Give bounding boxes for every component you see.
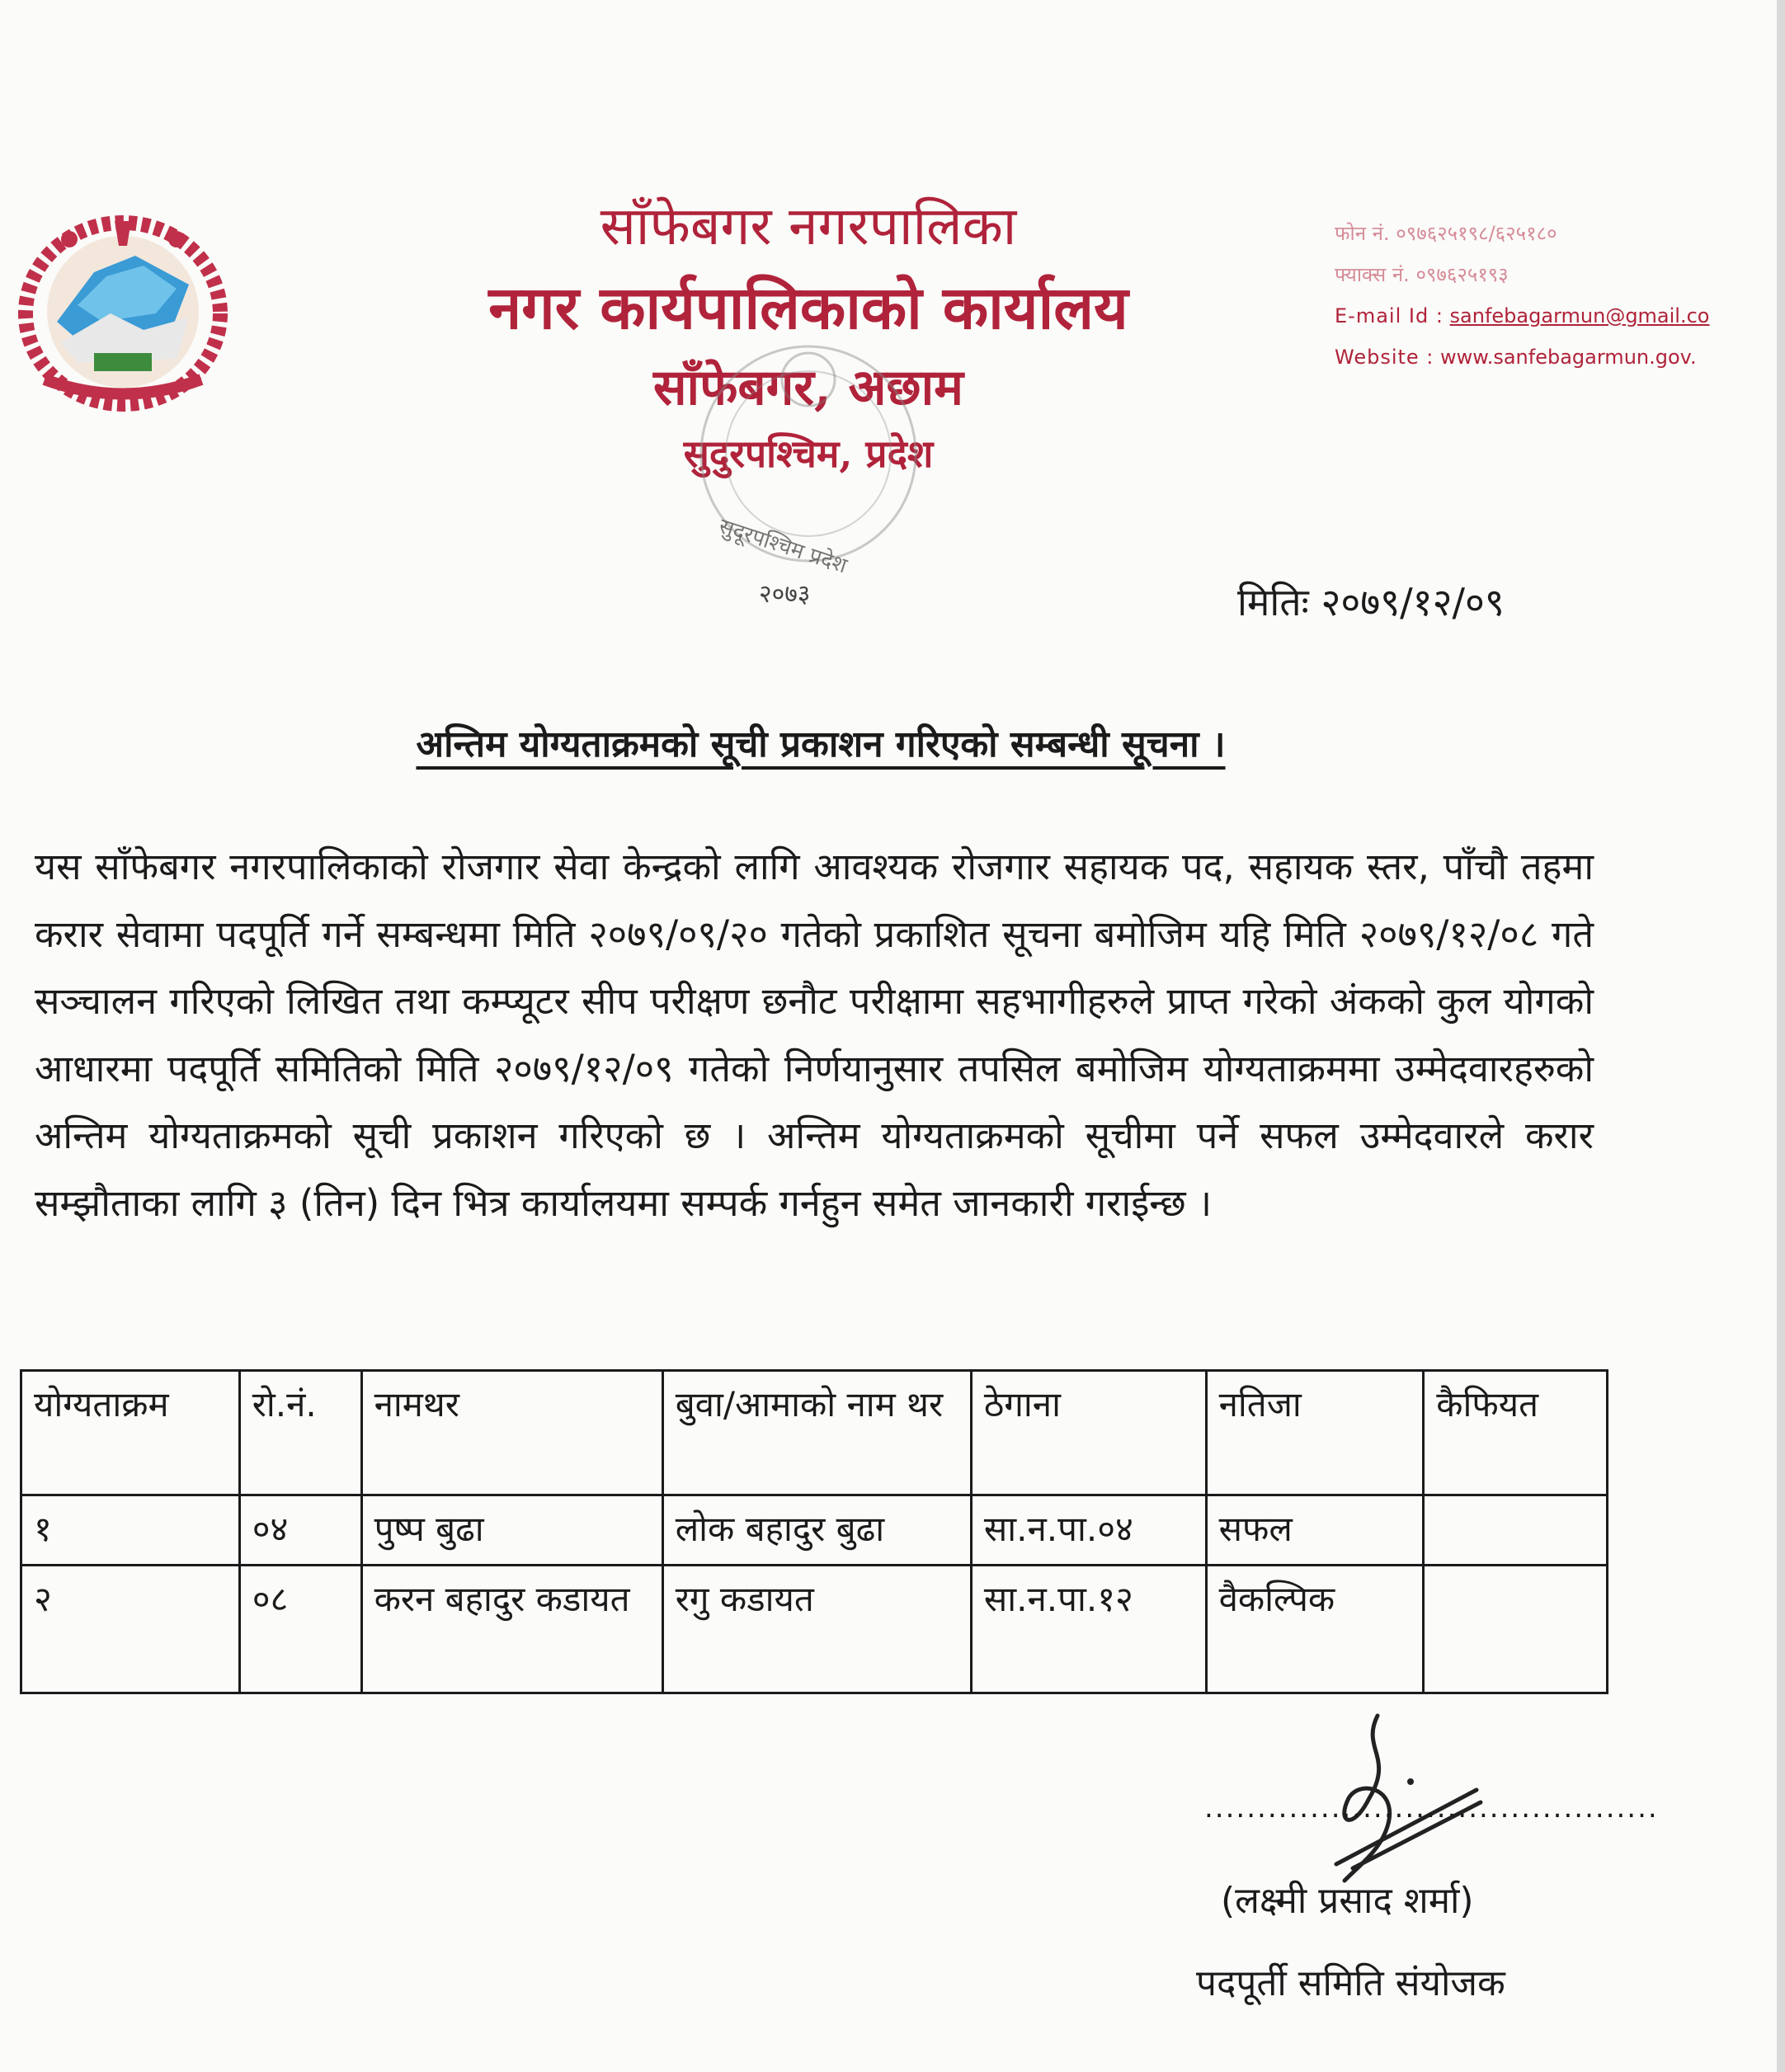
col-header-roll-no: रो.नं. [239, 1371, 361, 1495]
signatory-title: पदपूर्ती समिति संयोजक [1196, 1962, 1505, 2004]
cell-result: वैकल्पिक [1206, 1566, 1424, 1693]
email-link[interactable]: sanfebagarmun@gmail.co [1449, 304, 1710, 327]
email-label: E-mail Id : [1335, 304, 1444, 327]
cell-name: करन बहादुर कडायत [361, 1566, 662, 1693]
cell-address: सा.न.पा.१२ [971, 1566, 1206, 1693]
cell-result: सफल [1206, 1495, 1424, 1566]
fax-value: ०९७६२५१९३ [1415, 263, 1509, 286]
office-location: साँफेबगर, अछाम [652, 359, 964, 417]
cell-rank: १ [21, 1495, 240, 1566]
col-header-name: नामथर [361, 1371, 662, 1495]
phone-value: ०९७६२५१९८/६२५१८० [1396, 222, 1557, 245]
cell-remarks [1424, 1495, 1608, 1566]
phone-label: फोन नं. [1335, 222, 1390, 245]
office-name: नगर कार्यपालिकाको कार्यालय [488, 272, 1128, 342]
signature-line: ........................................... [1204, 1792, 1659, 1825]
cell-name: पुष्प बुढा [361, 1495, 662, 1566]
office-seal-stamp [652, 330, 965, 610]
province-name: सुदुरपश्चिम, प्रदेश [683, 431, 934, 476]
table-row [21, 1566, 1608, 1693]
phone-line [1335, 213, 1780, 254]
email-line [1335, 295, 1780, 337]
table-header-row [21, 1371, 1608, 1495]
notice-body: यस साँफेबगर नगरपालिकाको रोजगार सेवा केन्द्रको लागि आवश्यक रोजगार सहायक पद, सहायक स्तर, पाँचौ तहमा करार सेवामा पदपूर्ति गर्ने सम्बन्धमा मिति २०७९/०९/२० गतेको प्रकाशित सूचना बमोजिम यहि मिति २०७९/१२/०८ गते सञ्चालन गरिएको लिखित तथा कम्प्यूटर सीप परीक्षण छनौट परीक्षामा सहभागीहरुले प्राप्त गरेको अंकको कुल योगको आधारमा पदपूर्ति समितिको मिति २०७९/१२/०९ गतेको निर्णयानुसार तपसिल बमोजिम योग्यताक्रममा उम्मेदवारहरुको अन्तिम योग्यताक्रमको सूची प्रकाशन गरिएको छ । अन्तिम योग्यताक्रमको सूचीमा पर्ने सफल उम्मेदवारले करार सम्झौताका लागि ३ (तिन) दिन भित्र कार्यालयमा सम्पर्क गर्नहुन समेत जानकारी गराईन्छ । [35, 845, 1594, 1225]
cell-address: सा.न.पा.०४ [971, 1495, 1206, 1566]
col-header-address: ठेगाना [971, 1371, 1206, 1495]
cell-roll-no: ०४ [239, 1495, 361, 1566]
col-header-parent-name: बुवा/आमाको नाम थर [662, 1371, 971, 1495]
website-line [1335, 337, 1780, 378]
col-header-remarks: कैफियत [1424, 1371, 1608, 1495]
municipality-name: साँफेबगर नगरपालिका [600, 196, 1017, 257]
date-line: मितिः २०७९/१२/०९ [1237, 580, 1505, 624]
col-header-result: नतिजा [1206, 1371, 1424, 1495]
cell-parent-name: रगु कडायत [662, 1566, 971, 1693]
fax-label: फ्याक्स नं. [1335, 263, 1410, 286]
nepal-emblem-icon [12, 206, 234, 412]
website-link[interactable]: www.sanfebagarmun.gov. [1440, 346, 1697, 369]
website-label: Website : [1335, 346, 1434, 369]
col-header-rank: योग्यताक्रम [21, 1371, 240, 1495]
fax-line [1335, 254, 1780, 295]
cell-roll-no: ०८ [239, 1566, 361, 1693]
seal-text: सुदूरपश्चिम प्रदेश [715, 514, 850, 579]
cell-remarks [1424, 1566, 1608, 1693]
notice-subject [0, 718, 1641, 767]
table-row [21, 1495, 1608, 1566]
contact-block [1335, 213, 1780, 378]
signatory-name: (लक्ष्मी प्रसाद शर्मा) [1221, 1880, 1474, 1922]
merit-list-table [20, 1369, 1608, 1694]
notice-subject-text: अन्तिम योग्यताक्रमको सूची प्रकाशन गरिएको सम्बन्धी सूचना । [416, 723, 1226, 765]
cell-rank: २ [21, 1566, 240, 1693]
cell-parent-name: लोक बहादुर बुढा [662, 1495, 971, 1566]
seal-year: २०७३ [759, 580, 811, 609]
